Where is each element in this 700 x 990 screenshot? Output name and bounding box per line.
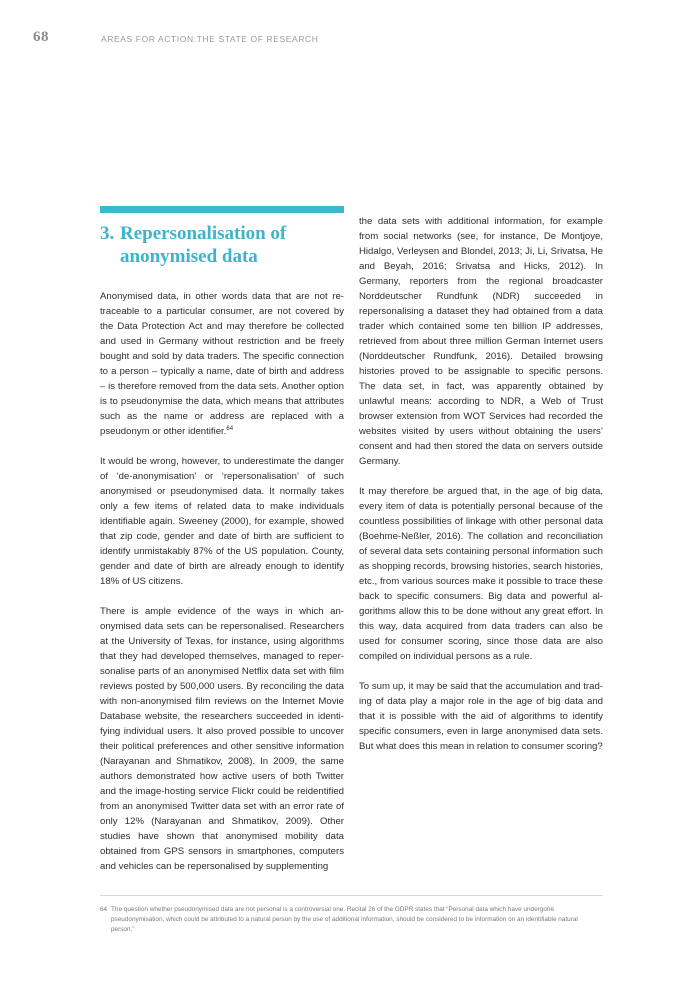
footnote-number: 64 xyxy=(100,906,108,913)
paragraph: the data sets with additional information, for example from social networks (see, for instance, De Montjoye, Hidalgo, Verleysen and Blondel, 2013; Ji, Li, Srivatsa, He and Beyah, 2016; Srivatsa and Hicks, 2012). In Germany, reporters from the regional broadcaster Norddeutscher Rundfunk (NDR) succeeded in repersonalising a dataset they had obtained from a data trader which contained some ten billion IP addresses, retrieved from about three million German Internet users (Norddeutscher Rundfunk, 2016). Detailed browsing histories proved to be assignable to specific persons. The data set, in fact, was apparently obtained by unlawful means: according to NDR, a Web of Trust browser extension from WOT Services had recorded the websites visited by users without obtaining the users’ consent and had then stored the data on servers outside Germany. xyxy=(359,216,603,467)
paragraph xyxy=(100,289,344,439)
section-accent-bar xyxy=(100,206,344,213)
left-column xyxy=(100,289,344,889)
footnote-text: The question whether pseudonymised data are not personal is a controversial one. Recital 26 of the GDPR states that “Personal data which have undergone pseudonymisation, which could be attributed to a natural person by the use of additional information, should be considered to be information on an identifiable natural person.” xyxy=(111,906,578,933)
footnote-reference[interactable]: 64 xyxy=(226,426,234,432)
section-number: 3. xyxy=(100,223,115,244)
page-number: 68 xyxy=(33,29,49,45)
section-title-line1: Repersonalisation of xyxy=(120,223,287,244)
footnote-divider xyxy=(100,895,603,896)
paragraph: It would be wrong, however, to underestimate the danger of ‘de-anonymisation’ or ‘repersonalisation’ of such anonymised or pseudonymised data. It normally takes only a few items of related data to make individuals identifiable again. Sweeney (2000), for example, showed that zip code, gender and date of birth are sufficient to identify unmistakably 87% of the US population. County, gender and date of birth are already enough to identify 18% of US citizens. xyxy=(100,456,344,587)
paragraph-text: Anonymised data, in other words data that are not retraceable to a particular consumer, are not covered by the Data Protection Act and may therefore be collected and used in Germany without restriction and be freely bought and sold by data traders. The specific connection to a person – typically a name, date of birth and address – is therefore removed from the data sets. Another option is to pseudonymise the data, which means that attributes such as the name or address are replaced with a pseudonym or other identifier. xyxy=(100,291,344,437)
section-title-line2: anonymised data xyxy=(120,246,258,267)
paragraph: It may therefore be argued that, in the age of big data, every item of data is potentially personal because of the countless possibilities of linkage with other personal data (Boehme-Neßler, 2016). The collation and reconciliation of several data sets containing personal information such as shopping records, browsing histories, search histories, etc., from various sources make it possible to trace these back to specific consumers. Big data and powerful algorithms allow this to be done without any great effort. In this way, data acquired from data traders can also be used for consumer scoring, since those data are also compiled on individual persons as a rule. xyxy=(359,486,603,662)
paragraph: There is ample evidence of the ways in which anonymised data sets can be repersonalised. Researchers at the University of Texas, for instance, using algorithms that they had developed themselves, managed to repersonalise parts of an anonymised Netflix data set with film reviews posted by 500,000 users. By reconciling the data with non-anonymised film reviews on the Internet Movie Database website, the researchers succeeded in identifying individual users. It also proved possible to uncover their political preferences and other sensitive information (Narayanan and Shmatikov, 2008). In 2009, the same authors demonstrated how active users of both Twitter and the image-hosting service Flickr could be reidentified from an anonymised Twitter data set with an error rate of only 12% (Narayanan and Shmatikov, 2009). Other studies have shown that anonymised mobility data obtained from GPS sensors in smartphones, computers and vehicles can be repersonalised by supplementing xyxy=(100,606,344,872)
running-header: AREAS FOR ACTION:THE STATE OF RESEARCH xyxy=(101,34,319,44)
section-heading xyxy=(100,222,350,268)
right-column xyxy=(359,214,603,769)
paragraph: To sum up, it may be said that the accumulation and trading of data play a major role in the age of big data and that it is possible with the aid of algorithms to identify specific consumers, even in large anonymised data sets. But what does this mean in relation to consumer scoring? xyxy=(359,681,603,752)
footnote xyxy=(100,905,603,935)
